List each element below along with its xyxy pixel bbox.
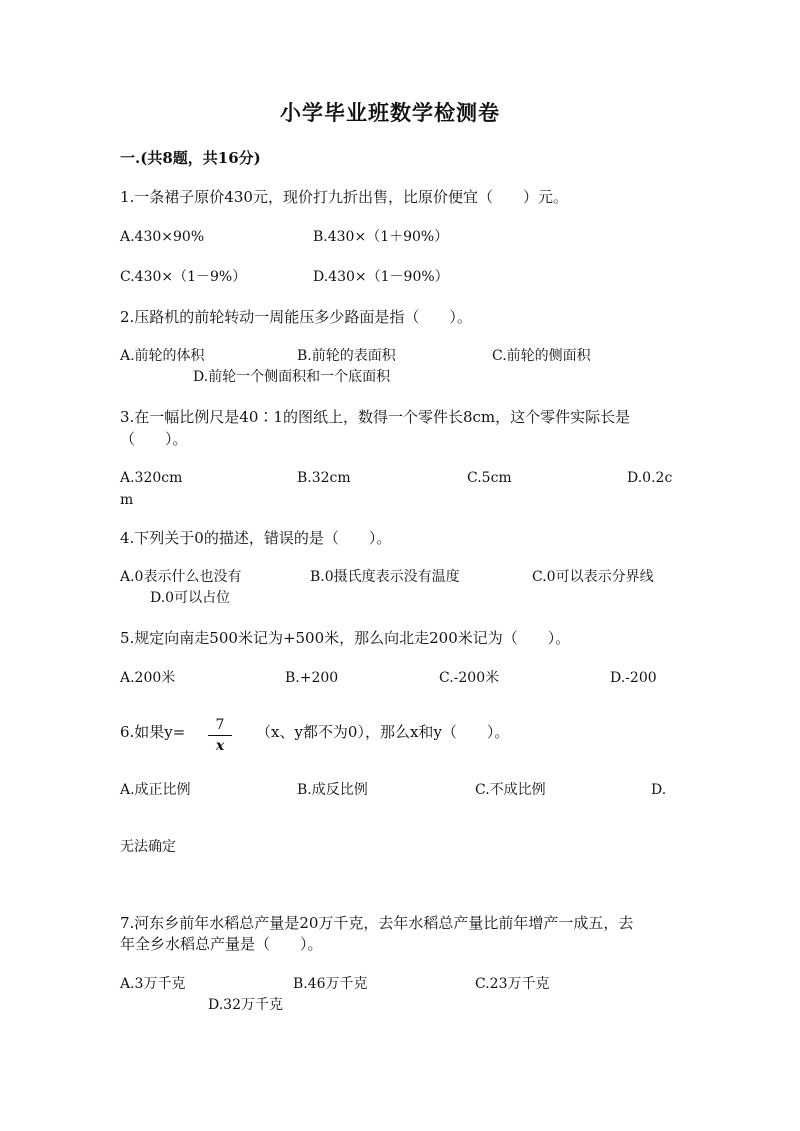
question-6-option-a: A.成正比例 — [120, 782, 191, 798]
question-2-option-c: C.前轮的侧面积 — [492, 348, 591, 364]
question-2-option-a: A.前轮的体积 — [120, 348, 205, 364]
question-7-option-d: D.32万千克 — [208, 997, 283, 1013]
question-6-text-after: （x、y都不为0），那么x和y（ ）。 — [256, 723, 510, 741]
fraction-numerator: 7 — [215, 717, 225, 733]
question-7-option-a: A.3万千克 — [120, 976, 186, 992]
question-4-option-b: B.0摄氏度表示没有温度 — [310, 569, 460, 585]
section-heading: 一.(共8题，共16分) — [120, 149, 261, 167]
question-5-option-c: C.-200米 — [439, 670, 500, 686]
question-1-option-d: D.430×（1－90%） — [313, 269, 449, 285]
fraction-bar — [208, 735, 232, 736]
question-6-option-d: D. — [651, 782, 667, 798]
question-7-option-b: B.46万千克 — [293, 976, 368, 992]
question-4-option-d: D.0可以占位 — [150, 590, 231, 606]
question-1-option-c: C.430×（1－9%） — [120, 269, 247, 285]
question-2-option-d: D.前轮一个侧面积和一个底面积 — [193, 369, 391, 385]
question-6-option-d-continued: 无法确定 — [120, 839, 176, 855]
question-3-option-c: C.5cm — [467, 470, 512, 486]
question-3-option-d-line2: m — [120, 492, 134, 508]
question-7-text-line2: 年全乡水稻总产量是（ ）。 — [120, 935, 323, 953]
question-1-option-a: A.430×90% — [120, 229, 205, 245]
question-6-fraction — [208, 717, 232, 754]
page-title: 小学毕业班数学检测卷 — [280, 100, 500, 125]
question-3-text-line2: （ ）。 — [120, 430, 188, 448]
question-7-option-c: C.23万千克 — [475, 976, 550, 992]
question-1-option-b: B.430×（1＋90%） — [313, 229, 449, 245]
fraction-denominator: x — [215, 738, 225, 754]
question-6-option-c: C.不成比例 — [475, 782, 546, 798]
question-1-text: 1.一条裙子原价430元，现价打九折出售，比原价便宜（ ）元。 — [120, 188, 568, 206]
question-3-option-a: A.320cm — [120, 470, 183, 486]
question-7-text-line1: 7.河东乡前年水稻总产量是20万千克，去年水稻总产量比前年增产一成五，去 — [120, 914, 634, 932]
question-4-option-a: A.0表示什么也没有 — [120, 569, 242, 585]
question-3-option-d-line1: D.0.2c — [627, 470, 673, 486]
question-2-option-b: B.前轮的表面积 — [297, 348, 396, 364]
question-4-text: 4.下列关于0的描述，错误的是（ ）。 — [120, 529, 392, 547]
question-5-option-a: A.200米 — [120, 670, 176, 686]
question-5-text: 5.规定向南走500米记为+500米，那么向北走200米记为（ ）。 — [120, 629, 571, 647]
question-6-option-b: B.成反比例 — [297, 782, 368, 798]
question-6-text-before: 6.如果y= — [120, 723, 186, 741]
question-2-text: 2.压路机的前轮转动一周能压多少路面是指（ ）。 — [120, 308, 472, 326]
question-3-option-b: B.32cm — [297, 470, 351, 486]
question-5-option-d: D.-200 — [610, 670, 657, 686]
question-5-option-b: B.+200 — [285, 670, 339, 686]
question-3-text-line1: 3.在一幅比例尺是40∶1的图纸上，数得一个零件长8cm，这个零件实际长是 — [120, 408, 631, 426]
question-4-option-c: C.0可以表示分界线 — [532, 569, 654, 585]
